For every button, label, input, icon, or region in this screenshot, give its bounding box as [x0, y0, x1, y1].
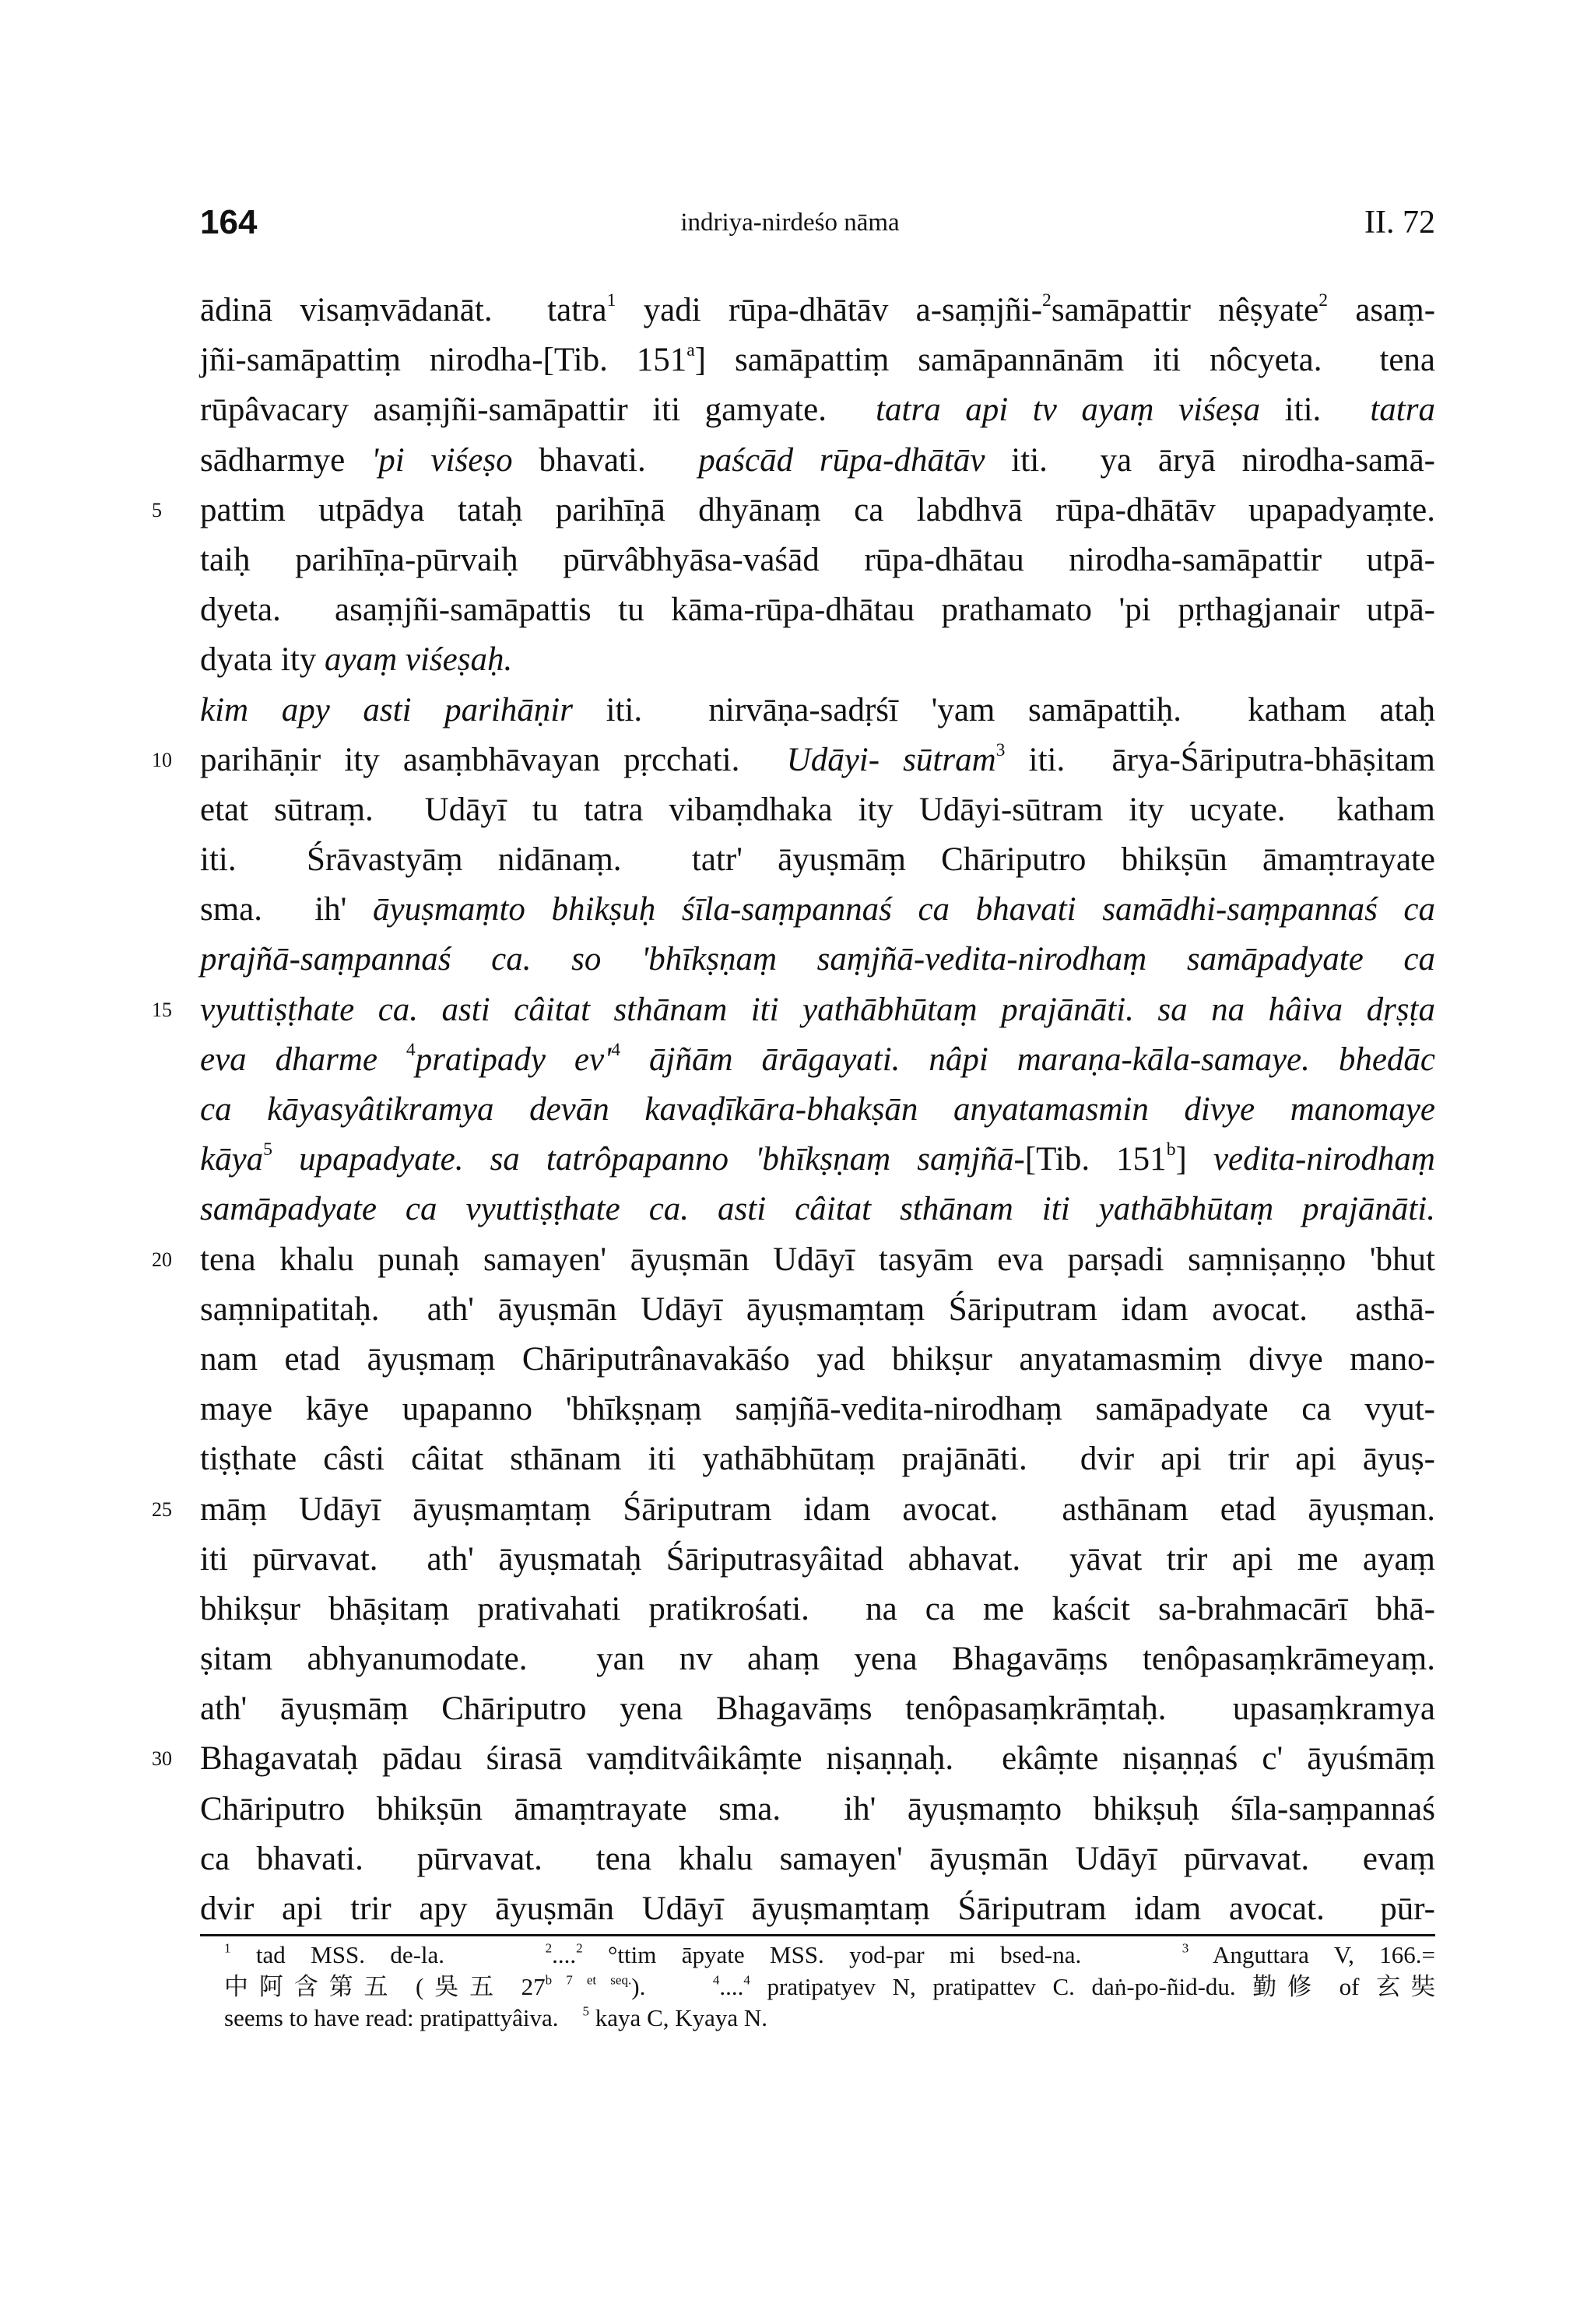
text-line [200, 1085, 1435, 1135]
text-line [200, 1785, 1435, 1834]
text-run: saṃnipatitaḥ. ath' āyuṣmān Udāyī āyuṣmaṃtaṃ Śāriputram idam avocat. asthā- [200, 1290, 1435, 1328]
text-run: sādharmye [200, 441, 372, 479]
text-run: rūpâvacary asaṃjñi-samāpattir iti gamyate. [200, 391, 876, 429]
text-run: māṃ Udāyī āyuṣmaṃtaṃ Śāriputram idam avocat. asthānam etad āyuṣman. [200, 1490, 1435, 1528]
text-run: parihāṇir ity asaṃbhāvayan pṛcchati. [200, 741, 787, 778]
italic-text: ca kāyasyâtikramya devān kavaḍīkāra-bhakṣān anyatamasmin divye manomaye [200, 1091, 1435, 1128]
line-number: 10 [152, 748, 172, 771]
footnote-line [224, 1940, 1435, 1971]
text-run: bhavati. [512, 441, 699, 479]
text-run: 中阿含第五 (吳五 27 [224, 1972, 546, 2000]
text-run: nam etad āyuṣmaṃ Chāriputrânavakāśo yad bhikṣur anyatamasmiṃ divye mano- [200, 1340, 1435, 1378]
note-marker: 4 [743, 1971, 750, 1987]
text-run: iti pūrvavat. ath' āyuṣmataḥ Śāriputrasyâitad abhavat. yāvat trir api me ayaṃ [200, 1540, 1435, 1578]
note-marker: 5 [263, 1139, 272, 1160]
text-run: iti. nirvāṇa-sadṛśī 'yam samāpattiḥ. katham ataḥ [572, 691, 1435, 728]
text-line [152, 985, 1435, 1035]
italic-text: 'pi viśeṣo [371, 441, 513, 479]
italic-text: kāya [200, 1141, 264, 1178]
text-line [200, 935, 1435, 985]
text-line [200, 1434, 1435, 1484]
text-run: tiṣṭhate câsti câitat sthānam iti yathābhūtaṃ prajānāti. dvir api trir api āyuṣ- [200, 1441, 1435, 1478]
text-line [200, 1535, 1435, 1585]
text-line [200, 1585, 1435, 1634]
italic-text: kim apy asti parihāṇir [200, 691, 573, 728]
section-reference: II. 72 [1364, 205, 1435, 240]
note-marker: 2 [545, 1940, 553, 1956]
note-marker: 3 [1181, 1940, 1189, 1956]
italic-text: ayaṃ viśeṣaḥ. [325, 641, 513, 679]
italic-text: vedita-nirodhaṃ [1213, 1141, 1435, 1178]
text-run: [Tib. 151 [1024, 1141, 1167, 1178]
text-run: Bhagavataḥ pādau śirasā vaṃditvâikâṃte niṣaṇṇaḥ. ekâṃte niṣaṇṇaś c' āyuśmāṃ [200, 1740, 1435, 1778]
text-run: .... [719, 1972, 744, 2000]
text-run: ath' āyuṣmāṃ Chāriputro yena Bhagavāṃs tenôpasaṃkrāṃtaḥ. upasaṃkramya [200, 1690, 1435, 1728]
line-number: 25 [152, 1497, 172, 1521]
italic-text: pratipady ev' [415, 1041, 612, 1078]
text-line [200, 585, 1435, 635]
italic-text: paścād rūpa-dhātāv [698, 441, 985, 479]
note-marker: a [686, 340, 695, 361]
text-run: ] [1175, 1141, 1213, 1178]
text-line [152, 1485, 1435, 1535]
italic-text: Udāyi- sūtram [786, 741, 996, 778]
text-line [200, 1135, 1435, 1185]
text-run: seems to have read: pratipattyâiva. [224, 2004, 583, 2031]
text-line [152, 486, 1435, 535]
text-run: dyeta. asaṃjñi-samāpattis tu kāma-rūpa-dhātau prathamato 'pi pṛthagjanair utpā- [200, 592, 1435, 629]
text-line [152, 1734, 1435, 1784]
italic-text: tatra api tv ayaṃ viśeṣa [876, 391, 1261, 429]
footnote-rule [200, 1934, 1435, 1936]
text-run: yadi rūpa-dhātāv a-saṃjñi- [616, 292, 1043, 328]
note-marker: 2 [1042, 290, 1052, 311]
line-number: 20 [152, 1248, 172, 1271]
body-text [152, 286, 1436, 1934]
text-run: etat sūtraṃ. Udāyī tu tatra vibaṃdhaka ity Udāyi-sūtram ity ucyate. katham [200, 791, 1435, 828]
note-marker: 4 [712, 1971, 720, 1987]
text-run: dvir api trir apy āyuṣmān Udāyī āyuṣmaṃtaṃ Śāriputram idam avocat. pūr- [200, 1890, 1435, 1927]
line-number: 15 [152, 998, 172, 1021]
page-number: 164 [200, 203, 258, 241]
text-run: dyata ity [200, 641, 325, 679]
text-run: ] samāpattiṃ samāpannānām iti nôcyeta. tena [694, 342, 1435, 379]
note-marker: 1 [224, 1940, 231, 1956]
text-run: kaya C, Kyaya N. [589, 2004, 768, 2031]
text-line [200, 1285, 1435, 1335]
italic-text: āyuṣmaṃto bhikṣuḥ śīla-saṃpannaś ca bhavati samādhi-saṃpannaś ca [373, 891, 1435, 929]
text-run: Chāriputro bhikṣūn āmaṃtrayate sma. ih' āyuṣmaṃto bhikṣuḥ śīla-saṃpannaś [200, 1790, 1435, 1827]
note-marker: 1 [606, 290, 616, 311]
italic-text: upapadyate. sa tatrôpapanno 'bhīkṣṇaṃ saṃjñā- [272, 1141, 1025, 1178]
text-line [200, 436, 1435, 486]
running-title: indriya-nirdeśo nāma [680, 209, 900, 237]
text-run: pratipatyev N, pratipattev C. daṅ-po-ñid-du. 勤修 of 玄奘 [750, 1972, 1435, 2000]
text-line [200, 385, 1435, 435]
text-run: °ttim āpyate MSS. yod-par mi bsed-na. [582, 1941, 1182, 1968]
italic-text: eva dharme [200, 1041, 406, 1078]
note-marker: 5 [582, 2003, 590, 2019]
note-marker: 2 [1318, 290, 1329, 311]
text-run: tad MSS. de-la. [230, 1941, 546, 1968]
text-run: tena khalu punaḥ samayen' āyuṣmān Udāyī tasyām eva parṣadi saṃniṣaṇṇo 'bhut [200, 1241, 1435, 1278]
italic-text: prajñā-saṃpannaś ca. so 'bhīkṣṇaṃ saṃjñā-vedita-nirodhaṃ samāpadyate ca [200, 941, 1435, 978]
italic-text: vyuttiṣṭhate ca. asti câitat sthānam iti yathābhūtaṃ prajānāti. sa na hâiva dṛṣṭa [200, 991, 1435, 1028]
text-line [200, 785, 1435, 835]
footnote-line [224, 1971, 1435, 2003]
italic-text: samāpadyate ca vyuttiṣṭhate ca. asti câitat sthānam iti yathābhūtaṃ prajānāti. [200, 1191, 1435, 1228]
text-line [200, 635, 1435, 685]
note-marker: b [1166, 1139, 1176, 1160]
text-run: ādinā visaṃvādanāt. tatra [200, 292, 607, 328]
italic-text: ājñām ārāgayati. nâpi maraṇa-kāla-samaye. bhedāc [620, 1041, 1435, 1078]
text-run: iti. ya āryā nirodha-samā- [985, 441, 1435, 479]
text-run: iti. Śrāvastyāṃ nidānaṃ. tatr' āyuṣmāṃ Chāriputro bhikṣūn āmaṃtrayate [200, 841, 1435, 879]
text-line [200, 1634, 1435, 1684]
text-line [200, 1385, 1435, 1434]
note-marker: 3 [995, 739, 1006, 760]
text-run: iti. [1260, 391, 1371, 429]
note-marker: 4 [611, 1039, 621, 1060]
text-line [200, 1684, 1435, 1734]
text-line [152, 735, 1435, 785]
text-line [200, 286, 1435, 335]
text-run: pattim utpādya tataḥ parihīṇā dhyānaṃ ca labdhvā rūpa-dhātāv upapadyaṃte. [200, 491, 1435, 528]
text-line [200, 686, 1435, 735]
text-run: .... [552, 1941, 577, 1968]
text-run: sma. ih' [200, 891, 374, 929]
text-run: ṣitam abhyanumodate. yan nv ahaṃ yena Bhagavāṃs tenôpasaṃkrāmeyaṃ. [200, 1641, 1435, 1678]
text-line [200, 1035, 1435, 1085]
text-line [200, 835, 1435, 885]
italic-text: tatra [1370, 391, 1435, 429]
text-line [200, 1834, 1435, 1884]
text-run: samāpattir nêṣyate [1051, 292, 1319, 328]
line-number: 5 [152, 498, 162, 521]
text-line [200, 1185, 1435, 1234]
text-run: ca bhavati. pūrvavat. tena khalu samayen' āyuṣmān Udāyī pūrvavat. evaṃ [200, 1840, 1435, 1877]
text-run: Anguttara V, 166.= [1189, 1941, 1436, 1968]
note-marker: 2 [576, 1940, 583, 1956]
text-line [200, 535, 1435, 585]
text-line [200, 885, 1435, 935]
text-line [152, 1235, 1435, 1285]
note-marker: 4 [406, 1039, 416, 1060]
text-run: iti. ārya-Śāriputra-bhāṣitam [1005, 741, 1435, 778]
text-run: maye kāye upapanno 'bhīkṣṇaṃ saṃjñā-vedita-nirodhaṃ samāpadyate ca vyut- [200, 1391, 1435, 1428]
text-run: taiḥ parihīṇa-pūrvaiḥ pūrvâbhyāsa-vaśād rūpa-dhātau nirodha-samāpattir utpā- [200, 541, 1435, 578]
text-line [200, 1884, 1435, 1934]
note-marker: b 7 et seq. [545, 1971, 632, 1987]
text-run: bhikṣur bhāṣitaṃ prativahati pratikrośati. na ca me kaścit sa-brahmacārī bhā- [200, 1590, 1435, 1627]
text-line [200, 1335, 1435, 1385]
text-run: ). [631, 1972, 713, 2000]
footnote-line [224, 2003, 1435, 2034]
line-number: 30 [152, 1747, 172, 1771]
text-run: asaṃ- [1328, 292, 1436, 328]
text-run: jñi-samāpattiṃ nirodha-[Tib. 151 [200, 342, 687, 379]
text-line [200, 335, 1435, 385]
footnotes [224, 1940, 1435, 2034]
